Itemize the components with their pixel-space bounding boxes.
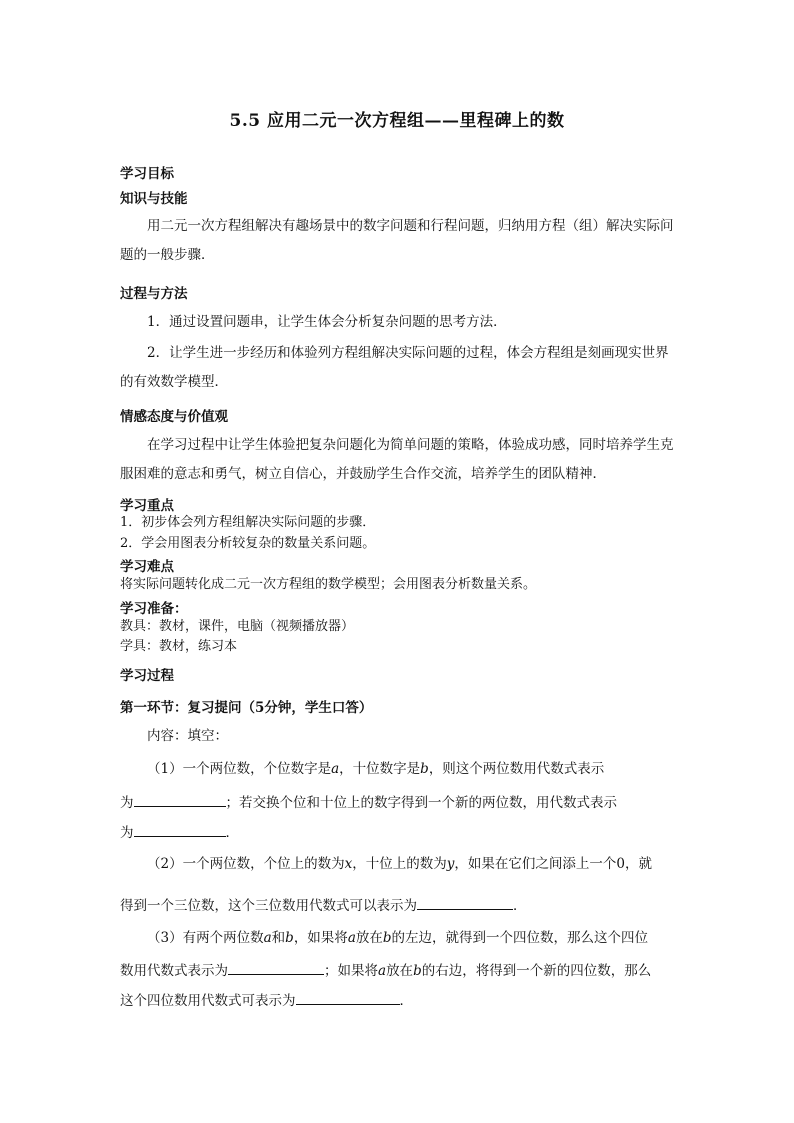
answer-blank-3[interactable] xyxy=(417,893,513,910)
question-3-line-2 xyxy=(120,958,651,981)
q1-text-f: 为 xyxy=(120,825,134,841)
q3-text-i: 的右边，将得到一个新的四位数，那么 xyxy=(421,963,652,979)
stage1-heading: 第一环节：复习提问（5分钟，学生口答） xyxy=(120,700,373,716)
answer-blank-1[interactable] xyxy=(134,790,226,807)
q3-text-a: （3）有两个两位数 xyxy=(147,930,264,946)
difficulty-heading: 学习难点 xyxy=(120,559,174,575)
q3-var-a-3: a xyxy=(378,963,387,979)
knowledge-heading: 知识与技能 xyxy=(120,191,188,207)
q3-var-b: b xyxy=(285,930,294,946)
question-2-line-2 xyxy=(120,893,527,916)
prep-heading: 学习准备： xyxy=(120,601,188,617)
q1-var-b: b xyxy=(420,761,429,777)
q3-var-a: a xyxy=(263,930,272,946)
q3-var-b-3: b xyxy=(413,963,422,979)
process-heading: 过程与方法 xyxy=(120,286,188,302)
q2-var-x: x xyxy=(344,856,353,872)
goals-heading: 学习目标 xyxy=(120,166,174,182)
question-1-line-2 xyxy=(120,790,617,813)
difficulty-text: 将实际问题转化成二元一次方程组的数学模型；会用图表分析数量关系。 xyxy=(120,577,537,592)
emotion-text: 在学习过程中让学生体验把复杂问题化为简单问题的策略，体验成功感，同时培养学生克服困难的意志和勇气，树立自信心，并鼓励学生合作交流，培养学生的团队精神． xyxy=(120,437,674,482)
question-3-line-1 xyxy=(120,924,680,953)
q1-text-e: ；若交换个位和十位上的数字得到一个新的两位数，用代数式表示 xyxy=(225,795,617,811)
q3-text-g: ；如果将 xyxy=(324,963,378,979)
q3-text-c: ，如果将 xyxy=(293,930,348,946)
keypoint-item-2: 2．学会用图表分析较复杂的数量关系问题。 xyxy=(120,536,376,551)
knowledge-text: 用二元一次方程组解决有趣场景中的数字问题和行程问题，归纳用方程（组）解决实际问题的一般步骤． xyxy=(120,218,674,263)
content-label: 内容：填空： xyxy=(147,728,228,744)
q3-text-d: 放在 xyxy=(355,930,383,946)
process-item-1: 1．通过设置问题串，让学生体会分析复杂问题的思考方法． xyxy=(147,314,507,330)
q3-var-a-2: a xyxy=(347,930,356,946)
prep-student: 学具：教材，练习本 xyxy=(120,639,238,654)
q2-text-b: ，十位上的数为 xyxy=(352,856,447,872)
q3-text-j: 这个四位数用代数式可表示为 xyxy=(120,993,296,1009)
q3-text-b: 和 xyxy=(271,930,286,946)
q2-text-a: （2）一个两位数，个位上的数为 xyxy=(147,856,345,872)
answer-blank-2[interactable] xyxy=(134,820,226,837)
question-1-line-3 xyxy=(120,820,239,843)
q1-text-d: 为 xyxy=(120,795,134,811)
q2-text-c: ，如果在它们之间添上一个0，就 xyxy=(454,856,652,872)
keypoint-heading: 学习重点 xyxy=(120,498,174,514)
page-title: 5.5 应用二元一次方程组——里程碑上的数 xyxy=(229,111,565,131)
answer-blank-5[interactable] xyxy=(296,988,400,1005)
question-2-line-1 xyxy=(120,850,680,879)
q1-text-b: ，十位数字是 xyxy=(339,761,421,777)
q2-text-d: 得到一个三位数，这个三位数用代数式可以表示为 xyxy=(120,898,417,914)
q1-var-a: a xyxy=(331,761,340,777)
q3-text-k: ． xyxy=(399,993,413,1009)
q1-text-g: ． xyxy=(225,825,239,841)
q3-text-h: 放在 xyxy=(386,963,414,979)
q2-var-y: y xyxy=(446,856,455,872)
question-3-line-3 xyxy=(120,988,413,1011)
q1-text-c: ，则这个两位数用代数式表示 xyxy=(428,761,605,777)
question-1-line-1 xyxy=(120,755,680,784)
prep-teacher: 教具：教材，课件，电脑（视频播放器） xyxy=(120,619,355,634)
procedure-heading: 学习过程 xyxy=(120,668,174,684)
answer-blank-4[interactable] xyxy=(228,958,324,975)
emotion-heading: 情感态度与价值观 xyxy=(120,409,228,425)
keypoint-item-1: 1．初步体会列方程组解决实际问题的步骤． xyxy=(120,515,376,530)
q2-text-e: ． xyxy=(513,898,527,914)
q3-text-f: 数用代数式表示为 xyxy=(120,963,228,979)
q3-var-b-2: b xyxy=(382,930,392,946)
q1-text-a: （1）一个两位数，个位数字是 xyxy=(147,761,332,777)
process-item-2: 2．让学生进一步经历和体验列方程组解决实际问题的过程，体会方程组是刻画现实世界的有效数学模型． xyxy=(120,345,669,390)
q3-text-e: 的左边，就得到一个四位数，那么这个四位 xyxy=(391,930,649,946)
